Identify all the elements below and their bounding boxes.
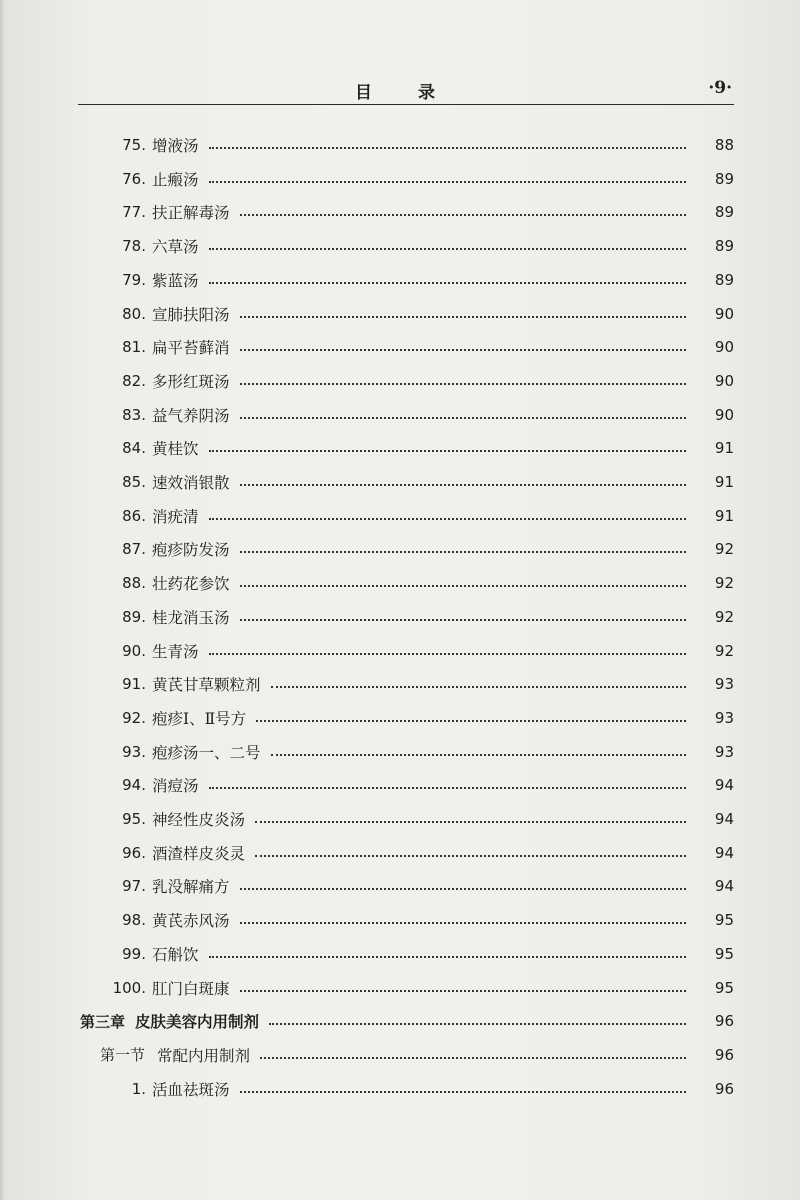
toc-entry-page: 90 (714, 338, 734, 357)
header-page-number: ·9· (708, 78, 732, 98)
dot-leader (240, 214, 686, 216)
toc-entry (0, 869, 800, 903)
toc-entry-number: 96. (122, 843, 146, 862)
toc-entry-title: 疱疹Ⅰ、Ⅱ号方 (152, 709, 247, 728)
toc-entry-page: 92 (714, 540, 734, 559)
toc-entry-page: 95 (714, 944, 734, 963)
dot-leader (209, 181, 686, 183)
toc-section-entry (0, 1038, 800, 1072)
toc-entry (0, 195, 800, 229)
toc-entry-title: 常配内用制剂 (157, 1046, 251, 1065)
dot-leader (240, 922, 686, 924)
toc-entry-number: 91. (122, 675, 146, 694)
toc-entry (0, 667, 800, 701)
toc-entry-number: 82. (122, 371, 146, 390)
toc-entry-number: 87. (122, 540, 146, 559)
toc-entry-number: 83. (122, 405, 146, 424)
toc-entry-title: 壮药花参饮 (152, 575, 230, 594)
toc-entry-page: 88 (714, 136, 734, 154)
toc-entry-title: 生青汤 (152, 642, 199, 661)
toc-entry (0, 398, 800, 432)
toc-entry-page: 91 (714, 473, 734, 491)
dot-leader (255, 821, 686, 823)
toc-entry-page: 93 (714, 708, 734, 727)
toc-entry-number: 76. (122, 169, 146, 188)
dot-leader (240, 990, 686, 992)
toc-entry (0, 162, 800, 196)
dot-leader (255, 855, 686, 857)
toc-entry (0, 263, 800, 297)
toc-entry-number: 第一节 (100, 1046, 146, 1065)
toc-entry (0, 802, 800, 836)
dot-leader (240, 1091, 686, 1093)
toc-entry-page: 94 (714, 810, 734, 828)
toc-entry (0, 634, 800, 668)
dot-leader (240, 585, 686, 587)
dot-leader (209, 518, 686, 520)
toc-entry (0, 532, 800, 566)
toc-entry-page: 93 (714, 742, 734, 761)
toc-entry-title: 消疣清 (152, 507, 199, 526)
toc-entry-page: 92 (714, 574, 734, 593)
toc-entry-page: 94 (714, 843, 734, 862)
dot-leader (256, 720, 686, 722)
toc-entry-page: 96 (714, 1079, 734, 1098)
dot-leader (240, 417, 686, 419)
toc-entry (0, 903, 800, 937)
toc-entry-title: 石斛饮 (152, 945, 199, 964)
dot-leader (269, 1023, 686, 1025)
toc-entry (0, 735, 800, 769)
dot-leader (209, 787, 686, 789)
toc-entry-page: 90 (714, 304, 734, 323)
dot-leader (209, 653, 686, 655)
toc-entry-page: 91 (714, 439, 734, 458)
toc-entry-number: 79. (122, 270, 146, 289)
toc-entry-number: 89. (122, 607, 146, 626)
header-title: 目 录 (355, 83, 455, 103)
toc-entry-page: 93 (714, 675, 734, 694)
toc-entry (0, 128, 800, 162)
toc-entry-title: 止瘢汤 (152, 170, 199, 189)
toc-entry (0, 768, 800, 802)
toc-entry-page: 96 (714, 1045, 734, 1064)
toc-entry-page: 89 (714, 237, 734, 256)
toc-entry (0, 600, 800, 634)
toc-chapter-entry (0, 1004, 800, 1038)
toc-entry-number: 81. (122, 338, 146, 357)
dot-leader (209, 147, 686, 149)
toc-entry-number: 85. (122, 473, 146, 491)
page-header (78, 74, 732, 104)
toc-entry (0, 566, 800, 600)
toc-entry-number: 97. (122, 877, 146, 896)
toc-entry (0, 229, 800, 263)
toc-entry (0, 297, 800, 331)
toc-entry-number: 80. (122, 304, 146, 323)
dot-leader (240, 888, 686, 890)
toc-entry-number: 第三章 (80, 1012, 126, 1031)
toc-entry-number: 99. (122, 944, 146, 963)
toc-entry-page: 94 (714, 877, 734, 896)
toc-entry-title: 乳没解痛方 (152, 878, 230, 897)
toc-entry-page: 89 (714, 270, 734, 289)
toc-entry (0, 971, 800, 1005)
toc-entry-number: 98. (122, 911, 146, 930)
toc-entry-number: 90. (122, 641, 146, 660)
toc-entry-title: 酒渣样皮炎灵 (152, 844, 246, 863)
toc-entry-page: 92 (714, 607, 734, 626)
dot-leader (209, 450, 686, 452)
toc-entry-page: 90 (714, 405, 734, 424)
dot-leader (240, 484, 686, 486)
dot-leader (240, 316, 686, 318)
toc-entry-number: 78. (122, 237, 146, 256)
toc-entry-number: 1. (131, 1079, 146, 1098)
dot-leader (209, 248, 686, 250)
toc-entry (0, 937, 800, 971)
dot-leader (271, 754, 686, 756)
toc-entry-number: 95. (122, 810, 146, 828)
toc-entry-title: 活血祛斑汤 (152, 1080, 230, 1099)
toc-entry-page: 95 (714, 978, 734, 997)
toc-entry-title: 六草汤 (152, 238, 199, 257)
toc-entry-title: 桂龙消玉汤 (152, 608, 230, 627)
toc-entry (0, 1072, 800, 1106)
toc-entry-title: 肛门白斑康 (152, 979, 230, 998)
dot-leader (271, 686, 686, 688)
dot-leader (260, 1057, 686, 1059)
toc-entry-title: 神经性皮炎汤 (152, 811, 246, 829)
dot-leader (209, 956, 686, 958)
toc-entry-title: 速效消银散 (152, 474, 230, 492)
toc-entry-title: 多形红斑汤 (152, 372, 230, 391)
toc-entry (0, 431, 800, 465)
toc-entry-number: 100. (112, 978, 146, 997)
toc-entry-title: 疱疹汤一、二号 (152, 743, 261, 762)
dot-leader (240, 383, 686, 385)
toc-entry-page: 94 (714, 776, 734, 795)
toc-entry-page: 91 (714, 506, 734, 525)
toc-entry-title: 黄芪甘草颗粒剂 (152, 676, 261, 695)
dot-leader (240, 349, 686, 351)
toc-entry-title: 扶正解毒汤 (152, 204, 230, 223)
toc-entry-title: 益气养阴汤 (152, 406, 230, 425)
toc-entry-page: 95 (714, 911, 734, 930)
header-rule (78, 104, 734, 105)
toc-entry-number: 84. (122, 439, 146, 458)
toc-entry (0, 330, 800, 364)
toc-entry (0, 701, 800, 735)
toc-entry-title: 疱疹防发汤 (152, 541, 230, 560)
toc-entry (0, 364, 800, 398)
toc-entry-page: 96 (714, 1012, 734, 1031)
toc-entry-title: 黄芪赤风汤 (152, 912, 230, 931)
toc-entry-title: 消痘汤 (152, 777, 199, 796)
toc-entry-number: 88. (122, 574, 146, 593)
toc-entry-title: 黄桂饮 (152, 440, 199, 459)
toc-entry-title: 紫蓝汤 (152, 271, 199, 290)
toc-entry-title: 宣肺扶阳汤 (152, 305, 230, 324)
toc-entry-page: 89 (714, 169, 734, 188)
toc-entry-title: 扁平苔藓消 (152, 339, 230, 358)
toc-entry-number: 92. (122, 708, 146, 727)
toc-entry-title: 增液汤 (152, 137, 199, 155)
toc-entry-page: 89 (714, 203, 734, 222)
toc-entry (0, 499, 800, 533)
toc-entry (0, 465, 800, 499)
toc-entry-page: 92 (714, 641, 734, 660)
dot-leader (209, 282, 686, 284)
toc-entry-number: 77. (122, 203, 146, 222)
dot-leader (240, 551, 686, 553)
toc-entry-title: 皮肤美容内用制剂 (135, 1013, 260, 1032)
toc-entry-number: 75. (122, 136, 146, 154)
toc-entry-page: 90 (714, 371, 734, 390)
toc-entry-number: 93. (122, 742, 146, 761)
toc-entry-number: 86. (122, 506, 146, 525)
toc-entry (0, 836, 800, 870)
dot-leader (240, 619, 686, 621)
toc-entry-number: 94. (122, 776, 146, 795)
